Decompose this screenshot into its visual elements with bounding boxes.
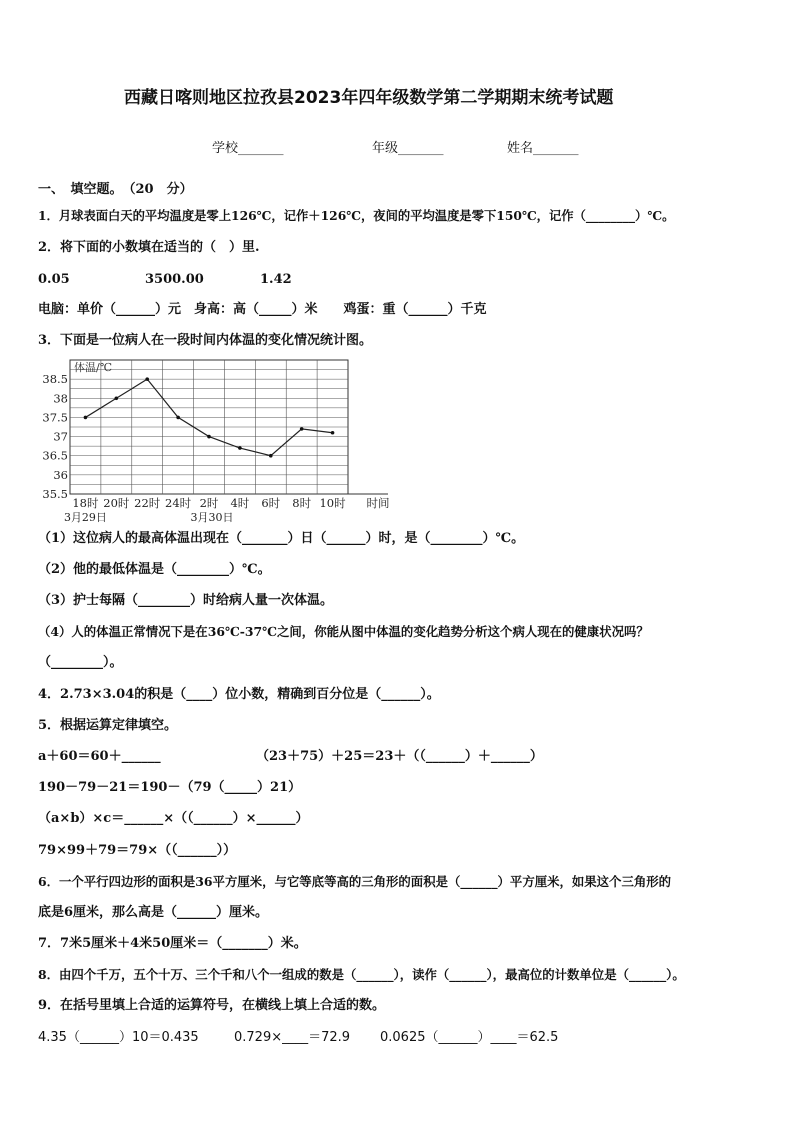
y-tick-label: 36 [53,467,68,482]
x-tick-label: 20时 [103,496,130,510]
x-tick-label: 2时 [199,496,219,510]
question-6-cont: 底是6厘米，那么高是（______）厘米。 [38,905,269,920]
data-point [207,435,211,439]
q5-line-4: 79×99＋79＝79×（（______）） [38,843,237,858]
question-7: 7．7米5厘米＋4米50厘米＝（_______）米。 [38,936,307,951]
q3-sub-2: （2）他的最低体温是（________）℃。 [38,562,271,577]
x-tick-label: 4时 [230,496,250,510]
data-point [115,396,119,400]
data-point [331,431,335,435]
school-field: 学校_______ [212,141,284,156]
section-heading: 一、 填空题。 （20 分） [38,182,193,197]
q5-line-1a: a＋60＝60＋______ [38,749,161,764]
question-2: 2．将下面的小数填在适当的（ ）里. [38,240,260,255]
q2-num-3: 1.42 [260,272,292,287]
name-field: 姓名_______ [507,141,579,156]
y-tick-label: 37.5 [42,410,68,425]
q3-sub-3: （3）护士每隔（________）时给病人量一次体温。 [38,593,334,608]
data-point [145,377,149,381]
y-tick-label: 37 [53,429,68,444]
question-4: 4．2.73×3.04的积是（____）位小数，精确到百分位是（______）。 [38,687,440,702]
date-label: 3月29日 [63,511,107,524]
question-3: 3．下面是一位病人在一段时间内体温的变化情况统计图。 [38,333,373,348]
question-9: 9．在括号里填上合适的运算符号，在横线上填上合适的数。 [38,998,386,1013]
date-label: 3月30日 [190,511,234,524]
question-1: 1．月球表面白天的平均温度是零上126℃，记作＋126℃，夜间的平均温度是零下150℃，记作（________）℃。 [38,208,675,223]
question-6: 6．一个平行四边形的面积是36平方厘米，与它等底等高的三角形的面积是（______）平方厘米，如果这个三角形的 [38,874,672,889]
x-tick-label: 8时 [292,496,312,510]
question-8: 8．由四个千万，五个十万、三个千和八个一组成的数是（______），读作（______），最高位的计数单位是（______）。 [38,967,685,982]
x-axis-label: 时间 [366,496,390,510]
data-point [269,454,273,458]
question-5: 5．根据运算定律填空。 [38,718,178,733]
q5-line-2: 190－79－21＝190－（79（_____）21） [38,780,302,795]
q2-num-1: 0.05 [38,272,70,287]
q2-fill: 电脑：单价（______）元 身高：高（_____）米 鸡蛋：重（______）千克 [38,302,487,317]
q3-sub-4: （4）人的体温正常情况下是在36℃-37℃之间，你能从图中体温的变化趋势分析这个病人现在的健康状况吗？ [38,624,649,639]
x-tick-label: 6时 [261,496,281,510]
data-point [84,416,88,420]
y-tick-label: 38.5 [42,372,68,387]
y-tick-label: 38 [53,391,68,406]
grade-field: 年级_______ [372,141,444,156]
q5-line-1b: （23＋75）＋25＝23＋（（______）＋______） [256,749,543,764]
x-tick-label: 10时 [319,496,346,510]
page-title: 西藏日喀则地区拉孜县2023年四年级数学第二学期期末统考试题 [124,88,614,108]
q9-expr-1: 4.35（______）10＝0.435 [38,1030,199,1045]
q3-sub-1: （1）这位病人的最高体温出现在（_______）日（______）时，是（________）℃。 [38,531,525,546]
q5-line-3: （a×b）×c＝______×（（______）×______） [38,811,309,826]
x-tick-label: 18时 [72,496,99,510]
y-tick-label: 35.5 [42,487,68,501]
x-tick-label: 22时 [134,496,161,510]
q2-num-2: 3500.00 [145,272,204,287]
data-point [176,416,180,420]
y-axis-label: 体温/℃ [74,361,113,374]
q9-expr-3: 0.0625（______）____＝62.5 [380,1030,559,1045]
data-point [300,427,304,431]
data-point [238,446,242,450]
temperature-chart [36,356,416,526]
q9-expr-2: 0.729×____＝72.9 [234,1030,351,1045]
x-tick-label: 24时 [165,496,192,510]
q3-sub-4-answer: （________）。 [38,655,123,670]
y-tick-label: 36.5 [42,448,68,463]
